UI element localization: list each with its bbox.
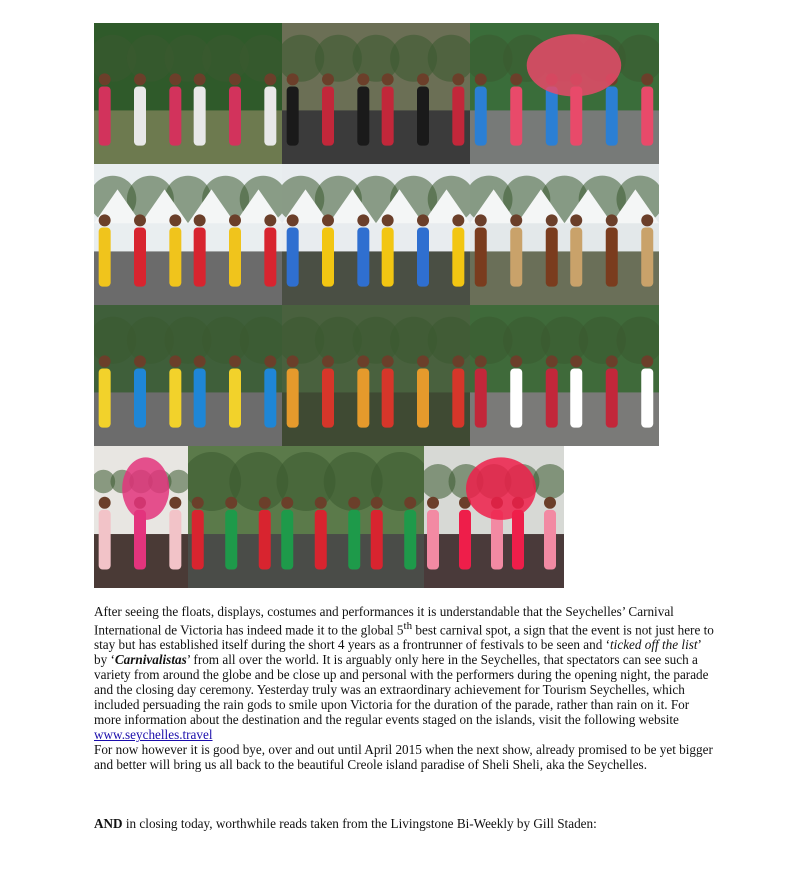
carnival-photo [94,446,188,588]
carnival-photo [94,164,282,305]
closing-text: in closing today, worthwhile reads taken from the Livingstone Bi-Weekly by Gill Staden: [122,816,597,831]
carnival-photo [188,446,424,588]
ordinal-suffix: th [403,620,413,632]
photo-image [470,164,659,305]
italic-phrase: ticked off the list [610,637,698,653]
photo-image [282,164,470,305]
photo-image [94,305,282,446]
article-paragraph [94,604,714,772]
carnival-photo [470,164,659,305]
photo-image [94,446,188,588]
carnival-photo [282,23,470,164]
photo-image [188,446,424,588]
photo-image [470,23,659,164]
carnival-photo [94,23,282,164]
carnival-photo [470,305,659,446]
carnival-photo [282,164,470,305]
bold-italic-phrase: Carnivalistas [114,652,187,668]
article-text: best carnival spot, a sign that the event is not just here to stay but has established itself during the short 4 years as a frontrunner of festivals to be seen and ‘ [94,622,714,653]
photo-image [94,164,282,305]
article-text: ’ from all over the world. It is arguably only here in the Seychelles, that spectators can see such a variety from around the globe and be close up and personal with the performers during the opening night, the parade and the closing day ceremony. Yesterday truly was an extraordinary achievement for Tourism Seychelles, which included persuading the rain gods to smile upon Victoria for the duration of the parade, rather than rain on it. For more information about the destination and the regular events staged on the islands, visit the following website [94,652,709,728]
photo-image [282,305,470,446]
photo-image [424,446,564,588]
website-link[interactable]: www.seychelles.travel [94,727,213,743]
article-text: ’ by ‘ [94,637,701,668]
carnival-photo [424,446,564,588]
carnival-photo [94,305,282,446]
photo-image [282,23,470,164]
carnival-photo [470,23,659,164]
article-body [94,604,714,772]
closing-line [94,816,714,831]
carnival-photo [282,305,470,446]
photo-collage [94,23,659,588]
closing-bold: AND [94,816,123,831]
photo-image [94,23,282,164]
photo-image [470,305,659,446]
article-text: For now however it is good bye, over and out until April 2015 when the next show, already promised to be yet bigger and better will bring us all back to the beautiful Creole island paradise of Sheli Sheli, aka the Seychelles. [94,742,713,773]
article-text: After seeing the floats, displays, costumes and performances it is understandable that the Seychelles’ Carnival International de Victoria has indeed made it to the global 5 [94,604,674,638]
